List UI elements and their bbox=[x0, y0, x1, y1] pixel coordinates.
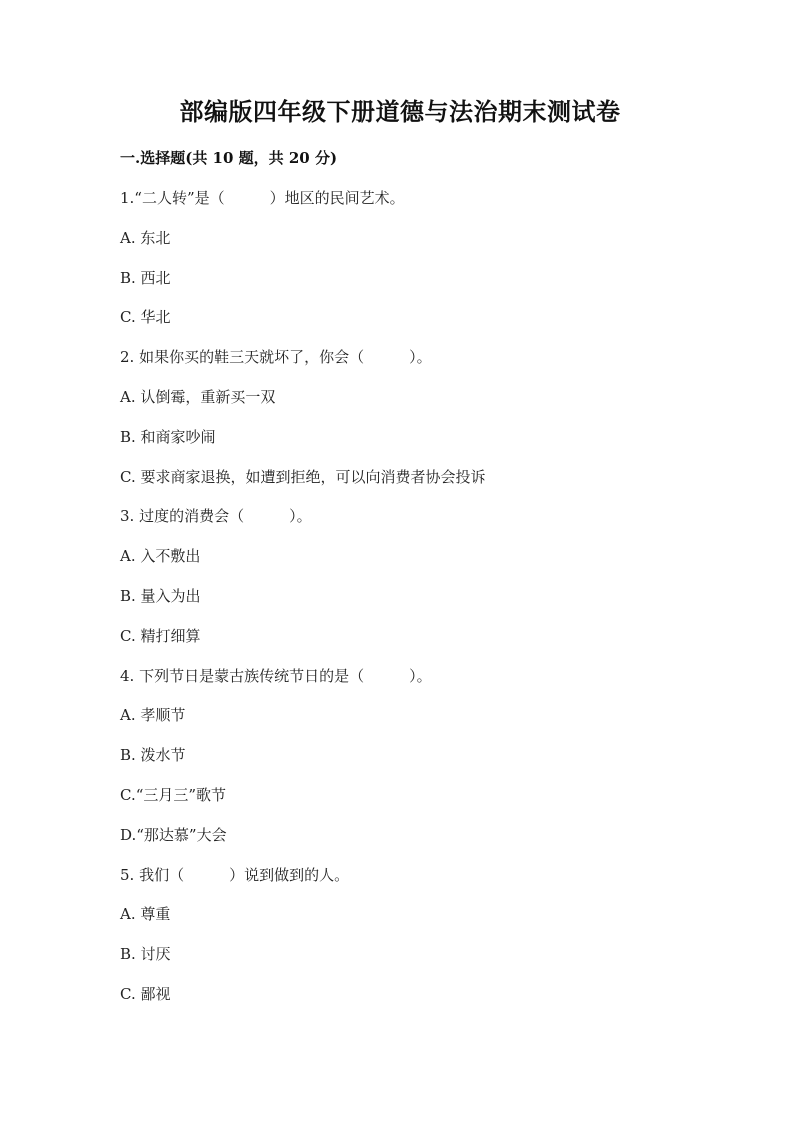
section-heading: 一.选择题(共 10 题，共 20 分) bbox=[120, 149, 338, 167]
question-3 bbox=[120, 505, 720, 664]
option-b: B. 和商家吵闹 bbox=[120, 427, 216, 446]
option-a: A. 认倒霉，重新买一双 bbox=[120, 387, 276, 406]
option-a: A. 孝顺节 bbox=[120, 706, 186, 725]
option-c: C.“三月三”歌节 bbox=[120, 785, 227, 804]
question-1 bbox=[120, 187, 720, 346]
question-5 bbox=[120, 864, 720, 1023]
question-list bbox=[120, 187, 720, 1023]
option-b: B. 泼水节 bbox=[120, 746, 186, 765]
option-b: B. 量入为出 bbox=[120, 586, 201, 605]
question-stem: 4. 下列节日是蒙古族传统节日的是（ ）。 bbox=[120, 666, 432, 685]
page-title: 部编版四年级下册道德与法治期末测试卷 bbox=[179, 97, 621, 126]
question-4 bbox=[120, 665, 720, 864]
question-stem: 3. 过度的消费会（ ）。 bbox=[120, 507, 312, 526]
option-c: C. 华北 bbox=[120, 308, 171, 327]
option-c: C. 精打细算 bbox=[120, 626, 201, 645]
option-a: A. 尊重 bbox=[120, 905, 171, 924]
question-stem: 5. 我们（ ）说到做到的人。 bbox=[120, 865, 350, 884]
option-c: C. 鄙视 bbox=[120, 984, 171, 1003]
option-d: D.“那达慕”大会 bbox=[120, 825, 227, 844]
question-stem: 1.“二人转”是（ ）地区的民间艺术。 bbox=[120, 189, 405, 207]
option-b: B. 讨厌 bbox=[120, 945, 171, 964]
option-a: A. 东北 bbox=[120, 228, 171, 247]
option-b: B. 西北 bbox=[120, 268, 171, 287]
question-stem: 2. 如果你买的鞋三天就坏了，你会（ ）。 bbox=[120, 348, 432, 367]
option-c: C. 要求商家退换，如遭到拒绝，可以向消费者协会投诉 bbox=[120, 467, 486, 486]
option-a: A. 入不敷出 bbox=[120, 547, 201, 566]
question-2 bbox=[120, 346, 720, 505]
